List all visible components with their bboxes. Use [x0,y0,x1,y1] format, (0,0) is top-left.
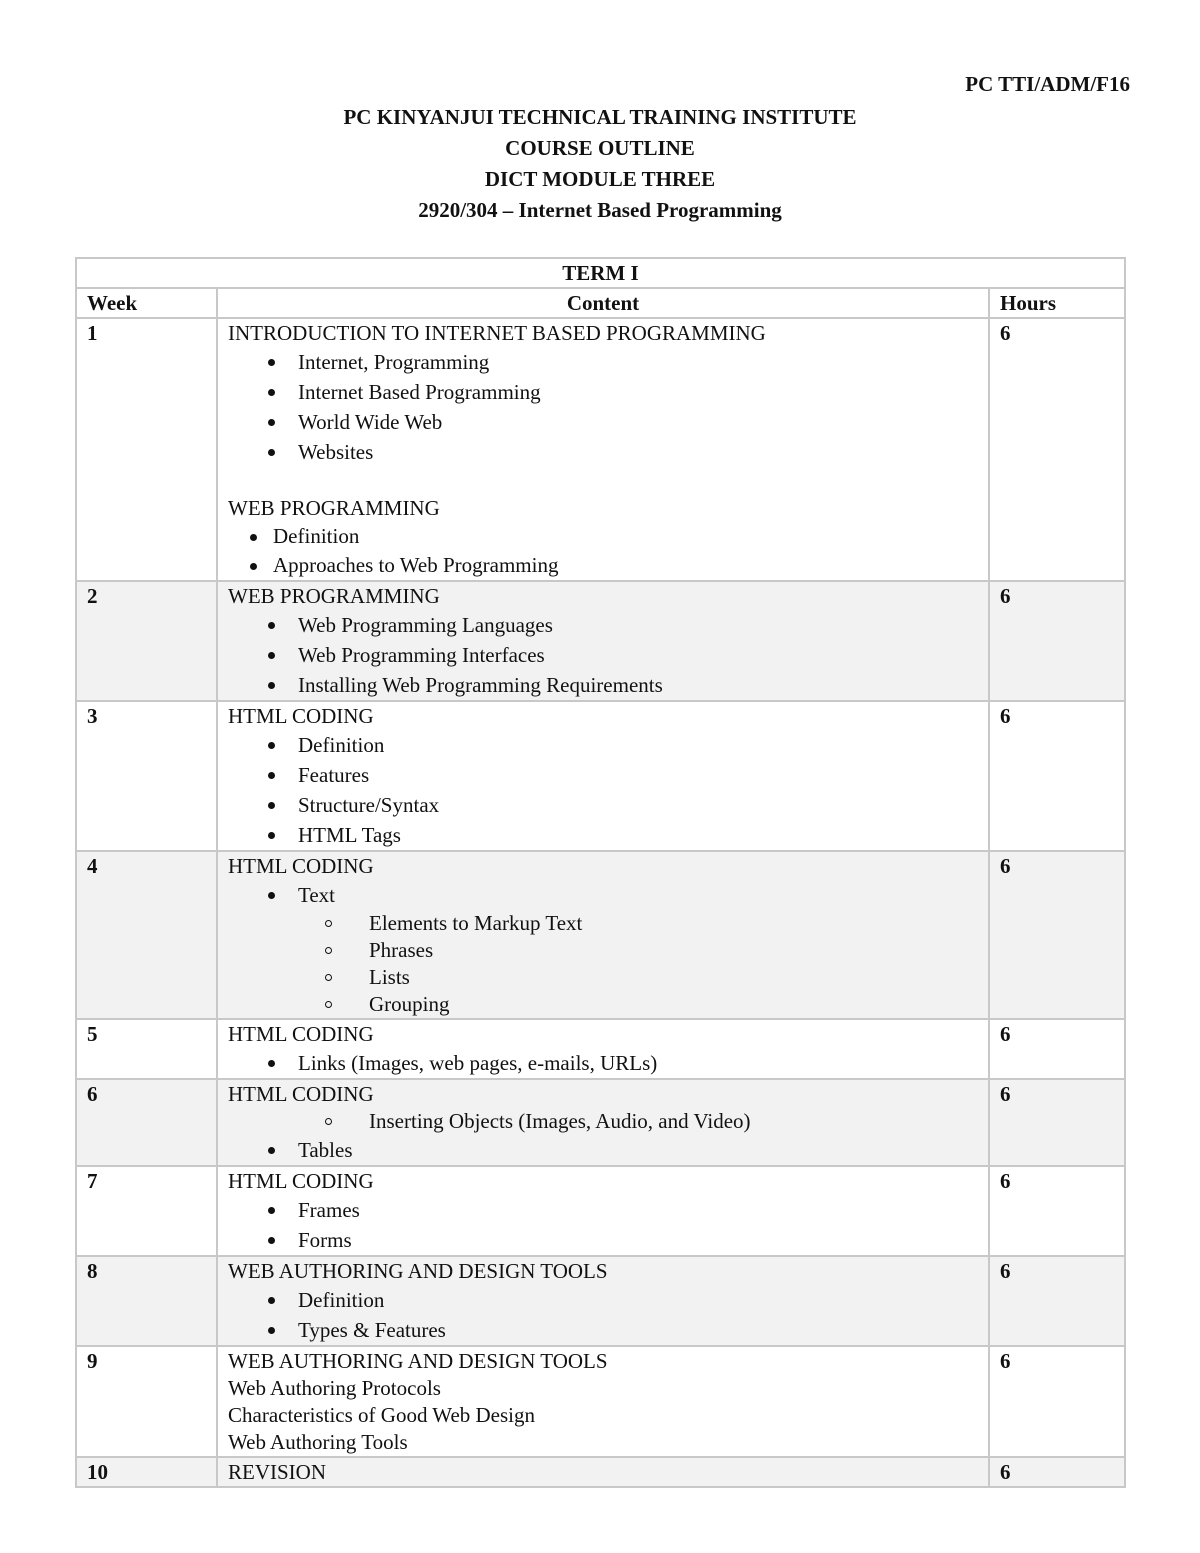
list-item: Websites [228,437,978,467]
topic-title: HTML CODING [228,854,374,878]
sub-list-item: Inserting Objects (Images, Audio, and Video) [228,1108,978,1135]
list-item: Types & Features [228,1315,978,1345]
list-item: Internet Based Programming [228,377,978,407]
module-title: DICT MODULE THREE [484,167,716,191]
table-row [76,851,1125,1019]
hours-value: 6 [989,1346,1125,1457]
week-content [217,1457,989,1487]
table-row [76,1019,1125,1079]
hours-value: 6 [989,1079,1125,1166]
list-item: Links (Images, web pages, e-mails, URLs) [228,1048,978,1078]
list-item: Text [228,880,978,910]
hours-value: 6 [989,1256,1125,1346]
topic-title: HTML CODING [228,1169,374,1193]
week-number: 6 [76,1079,217,1166]
topic-list [228,1135,978,1165]
topic-title: WEB PROGRAMMING [228,496,440,520]
content-line: Characteristics of Good Web Design [228,1403,536,1427]
spacer [228,467,978,494]
week-content [217,701,989,851]
topic-list [228,522,978,580]
topic-list [228,880,978,910]
column-header-week: Week [76,288,217,318]
list-item: Tables [228,1135,978,1165]
week-content [217,581,989,701]
document-type: COURSE OUTLINE [505,136,695,160]
hours-value: 6 [989,581,1125,701]
list-item: Definition [228,1285,978,1315]
content-line: Web Authoring Tools [228,1430,408,1454]
table-row [76,318,1125,581]
list-item: Definition [228,730,978,760]
week-content [217,1079,989,1166]
topic-list [228,730,978,850]
topic-list [228,1285,978,1345]
table-row [76,1166,1125,1256]
week-number: 2 [76,581,217,701]
table-row [76,1457,1125,1487]
list-item: Web Programming Languages [228,610,978,640]
week-content [217,1346,989,1457]
hours-value: 6 [989,1166,1125,1256]
topic-title: WEB PROGRAMMING [228,584,440,608]
table-row [76,1079,1125,1166]
topic-title: HTML CODING [228,1082,374,1106]
week-number: 9 [76,1346,217,1457]
week-number: 10 [76,1457,217,1487]
course-outline-table [75,257,1126,1488]
term-heading: TERM I [76,258,1125,288]
term-row [76,258,1125,288]
list-item: Definition [228,522,978,551]
week-number: 7 [76,1166,217,1256]
week-number: 1 [76,318,217,581]
hours-value: 6 [989,318,1125,581]
hours-value: 6 [989,1457,1125,1487]
hours-value: 6 [989,1019,1125,1079]
table-row [76,1346,1125,1457]
topic-title: WEB AUTHORING AND DESIGN TOOLS [228,1259,608,1283]
topic-title: INTRODUCTION TO INTERNET BASED PROGRAMMING [228,321,766,345]
list-item: Features [228,760,978,790]
table-row [76,701,1125,851]
list-item: Web Programming Interfaces [228,640,978,670]
week-content [217,1166,989,1256]
topic-title: HTML CODING [228,1022,374,1046]
table-row [76,581,1125,701]
sub-list-item: Elements to Markup Text [228,910,978,937]
sub-list-item: Grouping [228,991,978,1018]
week-content [217,1019,989,1079]
sub-list-item: Phrases [228,937,978,964]
document-code: PC TTI/ADM/F16 [965,72,1130,96]
topic-list [228,1048,978,1078]
topic-title: WEB AUTHORING AND DESIGN TOOLS [228,1349,608,1373]
week-number: 4 [76,851,217,1019]
column-header-content: Content [217,288,989,318]
list-item: Installing Web Programming Requirements [228,670,978,700]
topic-title: REVISION [228,1460,326,1484]
week-content [217,1256,989,1346]
week-content [217,851,989,1019]
institute-name: PC KINYANJUI TECHNICAL TRAINING INSTITUTE [343,105,857,129]
list-item: Approaches to Web Programming [228,551,978,580]
column-header-hours: Hours [989,288,1125,318]
list-item: World Wide Web [228,407,978,437]
topic-list [228,1195,978,1255]
list-item: Structure/Syntax [228,790,978,820]
week-number: 8 [76,1256,217,1346]
sub-topic-list [228,910,978,1018]
document-header [0,102,1200,226]
list-item: HTML Tags [228,820,978,850]
sub-topic-list [228,1108,978,1135]
hours-value: 6 [989,701,1125,851]
hours-value: 6 [989,851,1125,1019]
table-header-row [76,288,1125,318]
list-item: Forms [228,1225,978,1255]
topic-list [228,610,978,700]
course-title: 2920/304 – Internet Based Programming [418,198,782,222]
sub-list-item: Lists [228,964,978,991]
list-item: Frames [228,1195,978,1225]
list-item: Internet, Programming [228,347,978,377]
week-content [217,318,989,581]
week-number: 5 [76,1019,217,1079]
week-number: 3 [76,701,217,851]
topic-list [228,347,978,467]
table-row [76,1256,1125,1346]
content-line: Web Authoring Protocols [228,1376,441,1400]
topic-title: HTML CODING [228,704,374,728]
